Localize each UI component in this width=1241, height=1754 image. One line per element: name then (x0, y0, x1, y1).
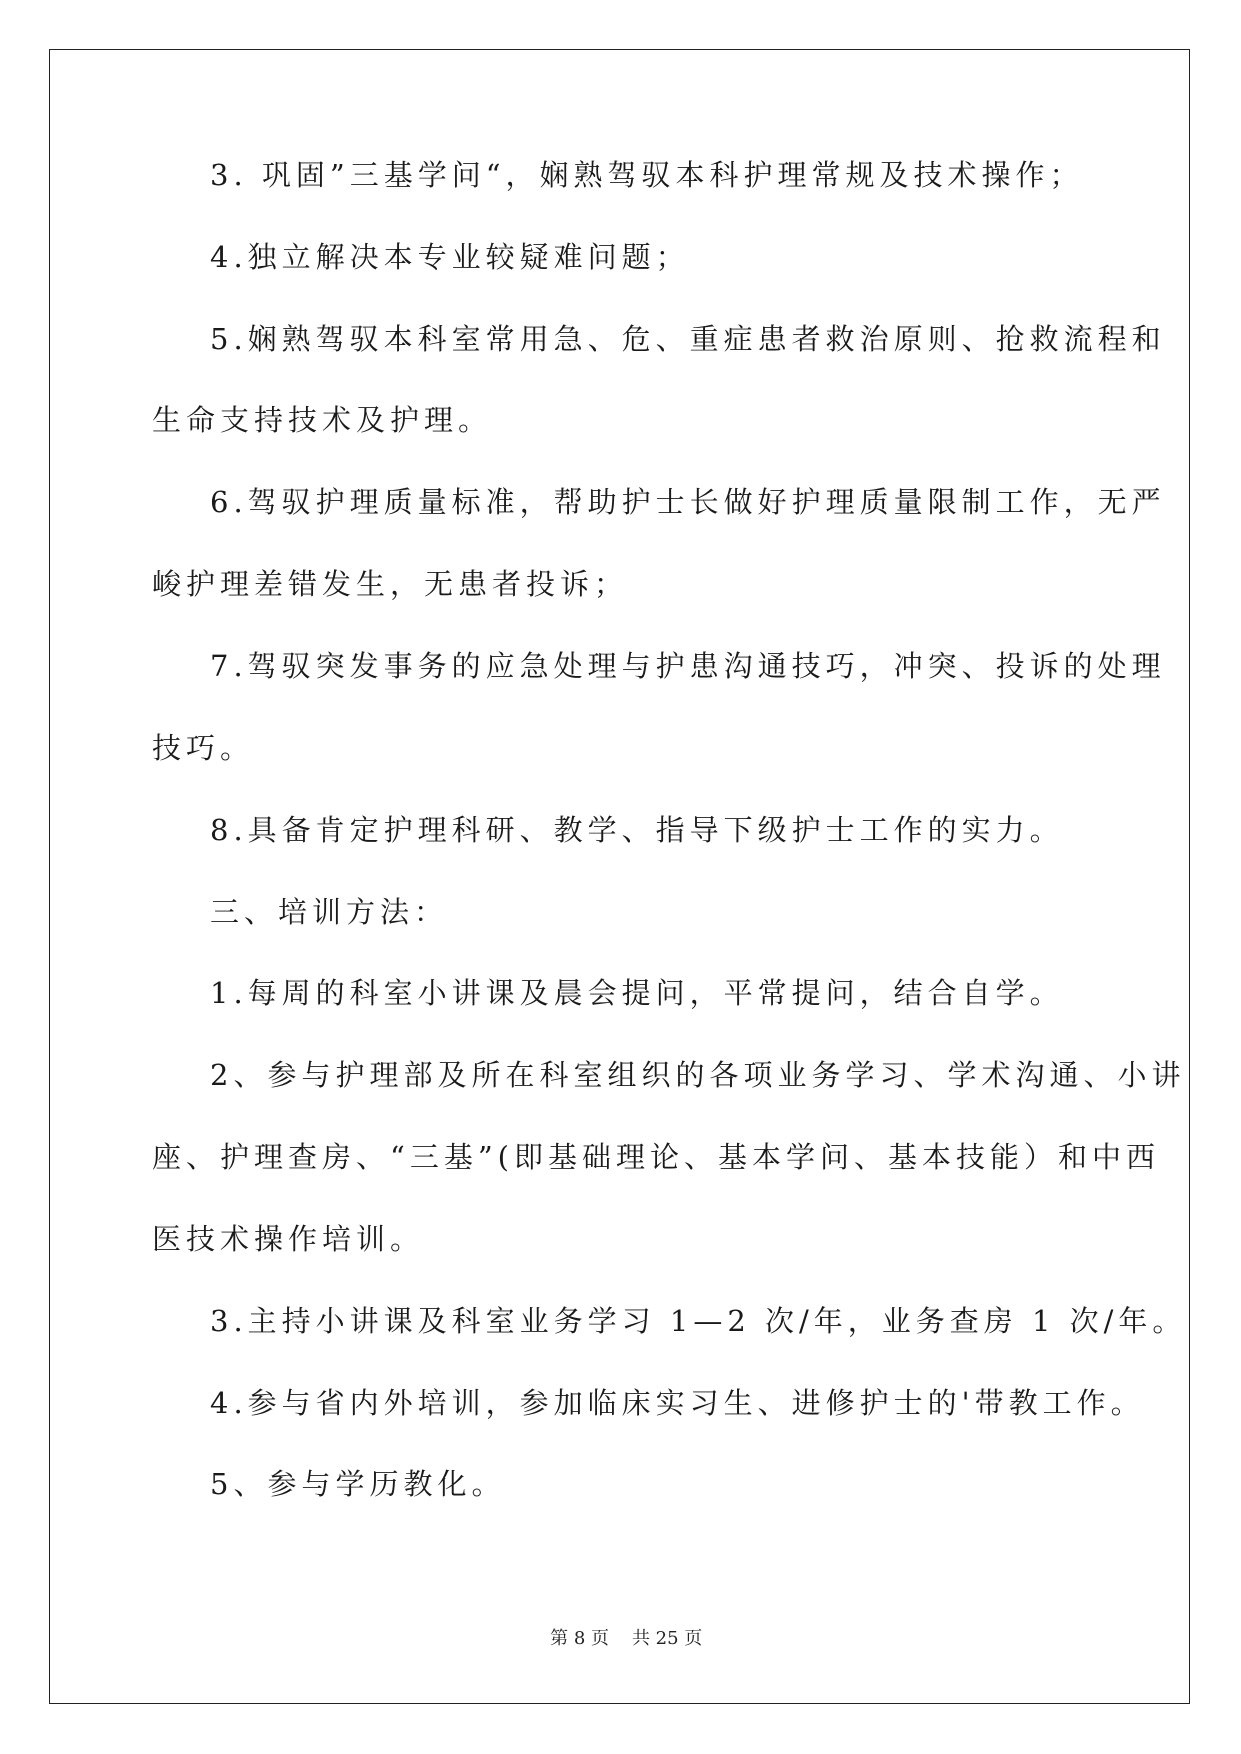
body-line: 5、参与学历教化。 (210, 1467, 506, 1501)
body-line: 峻护理差错发生，无患者投诉； (152, 567, 629, 601)
body-line: 8.具备肯定护理科研、教学、指导下级护士工作的实力。 (210, 813, 1064, 847)
page-border (49, 49, 1190, 1704)
body-line: 医技术操作培训。 (152, 1222, 425, 1256)
body-line: 4.参与省内外培训，参加临床实习生、进修护士的'带教工作。 (210, 1386, 1145, 1420)
page-number: 第 8 页 共 25 页 (550, 1628, 703, 1649)
body-line: 5.娴熟驾驭本科室常用急、危、重症患者救治原则、抢救流程和 (210, 322, 1166, 356)
body-line: 4.独立解决本专业较疑难问题； (210, 240, 690, 274)
body-line: 3. 巩固”三基学问“，娴熟驾驭本科护理常规及技术操作； (210, 158, 1084, 192)
body-line: 3.主持小讲课及科室业务学习 1—2 次/年，业务查房 1 次/年。 (210, 1304, 1187, 1338)
section-heading: 三、培训方法： (210, 895, 449, 929)
body-line: 7.驾驭突发事务的应急处理与护患沟通技巧，冲突、投诉的处理 (210, 649, 1166, 683)
body-line: 6.驾驭护理质量标准，帮助护士长做好护理质量限制工作，无严 (210, 485, 1166, 519)
body-line: 座、护理查房、“三基”(即基础理论、基本学问、基本技能）和中西 (152, 1140, 1160, 1174)
body-line: 1.每周的科室小讲课及晨会提问，平常提问，结合自学。 (210, 976, 1064, 1010)
body-line: 技巧。 (152, 731, 255, 765)
body-line: 2、参与护理部及所在科室组织的各项业务学习、学术沟通、小讲 (210, 1058, 1186, 1092)
body-line: 生命支持技术及护理。 (152, 403, 493, 437)
page-footer (0, 1603, 1241, 1650)
